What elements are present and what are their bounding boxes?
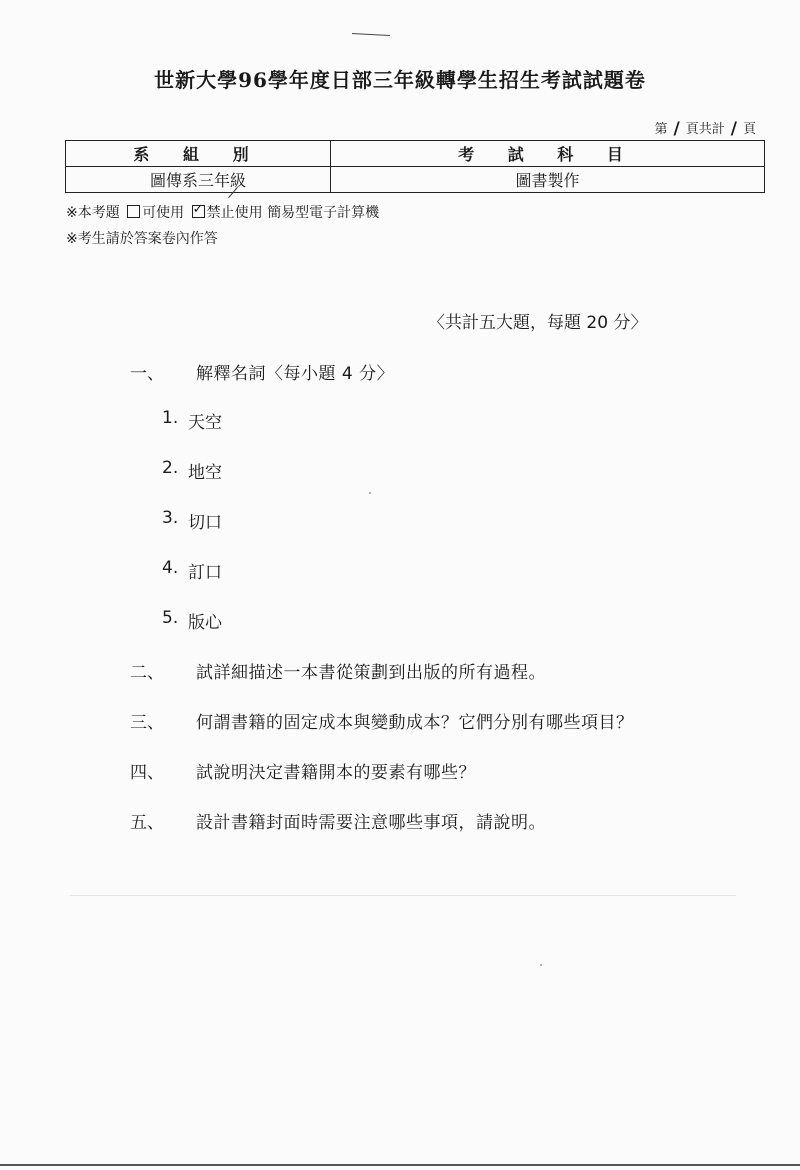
info-value-row [66,167,765,193]
question-5-number: 五、 [130,813,164,833]
sub-item-5-text: 版心 [188,613,222,633]
page-slash-2: / [730,119,737,139]
question-3-text: 何謂書籍的固定成本與變動成本？它們分別有哪些項目？ [196,713,634,733]
calc-allowed-label: 可使用 [142,205,185,221]
dept-header: 系 組 別 [133,145,263,164]
page-info-middle: 頁共計 [685,122,725,137]
scan-speck [540,964,542,966]
paper-fold-line [70,895,736,896]
question-4-number: 四、 [130,763,164,783]
subject-header-cell [331,141,765,167]
question-5-text: 設計書籍封面時需要注意哪些事項，請說明。 [196,813,546,833]
scan-mark [352,33,390,36]
total-note: 〈共計五大題，每題 20 分〉 [428,313,648,333]
subject-header: 考 試 科 目 [458,145,637,164]
answer-note: ※考生請於答案卷內作答 [66,231,218,247]
info-header-row [66,141,765,167]
page-info-prefix: 第 [654,122,668,137]
sub-item-2-text: 地空 [188,463,222,483]
scan-bottom-edge [0,1164,800,1166]
allowed-checkbox [127,205,140,218]
dept-value-cell [66,167,331,193]
page-info-suffix: 頁 [742,122,756,137]
exam-title: 世新大學96學年度日部三年級轉學生招生考試試題卷 [154,68,646,92]
exam-info-table [65,140,765,193]
subject-value-cell [331,167,765,193]
page-info [655,118,756,138]
scan-speck [369,492,371,494]
question-2-text: 試詳細描述一本書從策劃到出版的所有過程。 [196,663,546,683]
forbidden-checkbox-checked [192,205,205,218]
sub-item-3-number: 3. [162,508,179,528]
sub-item-4-number: 4. [162,558,179,578]
calc-forbidden-label: 禁止使用 [206,205,263,221]
sub-item-5-number: 5. [162,608,179,628]
sub-item-3-text: 切口 [188,513,222,533]
calc-prefix: ※本考題 [66,205,120,221]
calculator-note [66,202,379,222]
sub-item-1-number: 1. [162,408,179,428]
sub-item-4-text: 訂口 [188,563,222,583]
question-3-number: 三、 [130,713,164,733]
subject-value: 圖書製作 [515,171,580,190]
dept-header-cell [66,141,331,167]
question-1-text: 解釋名詞〈每小題 4 分〉 [196,364,395,384]
sub-item-2-number: 2. [162,458,179,478]
question-2-number: 二、 [130,663,164,683]
question-1-number: 一、 [130,364,164,384]
page-slash-1: / [673,119,680,139]
sub-item-1-text: 天空 [188,413,222,433]
dept-value: 圖傳系三年級 [149,171,246,190]
question-4-text: 試說明決定書籍開本的要素有哪些？ [196,763,476,783]
calc-suffix: 簡易型電子計算機 [267,205,380,221]
